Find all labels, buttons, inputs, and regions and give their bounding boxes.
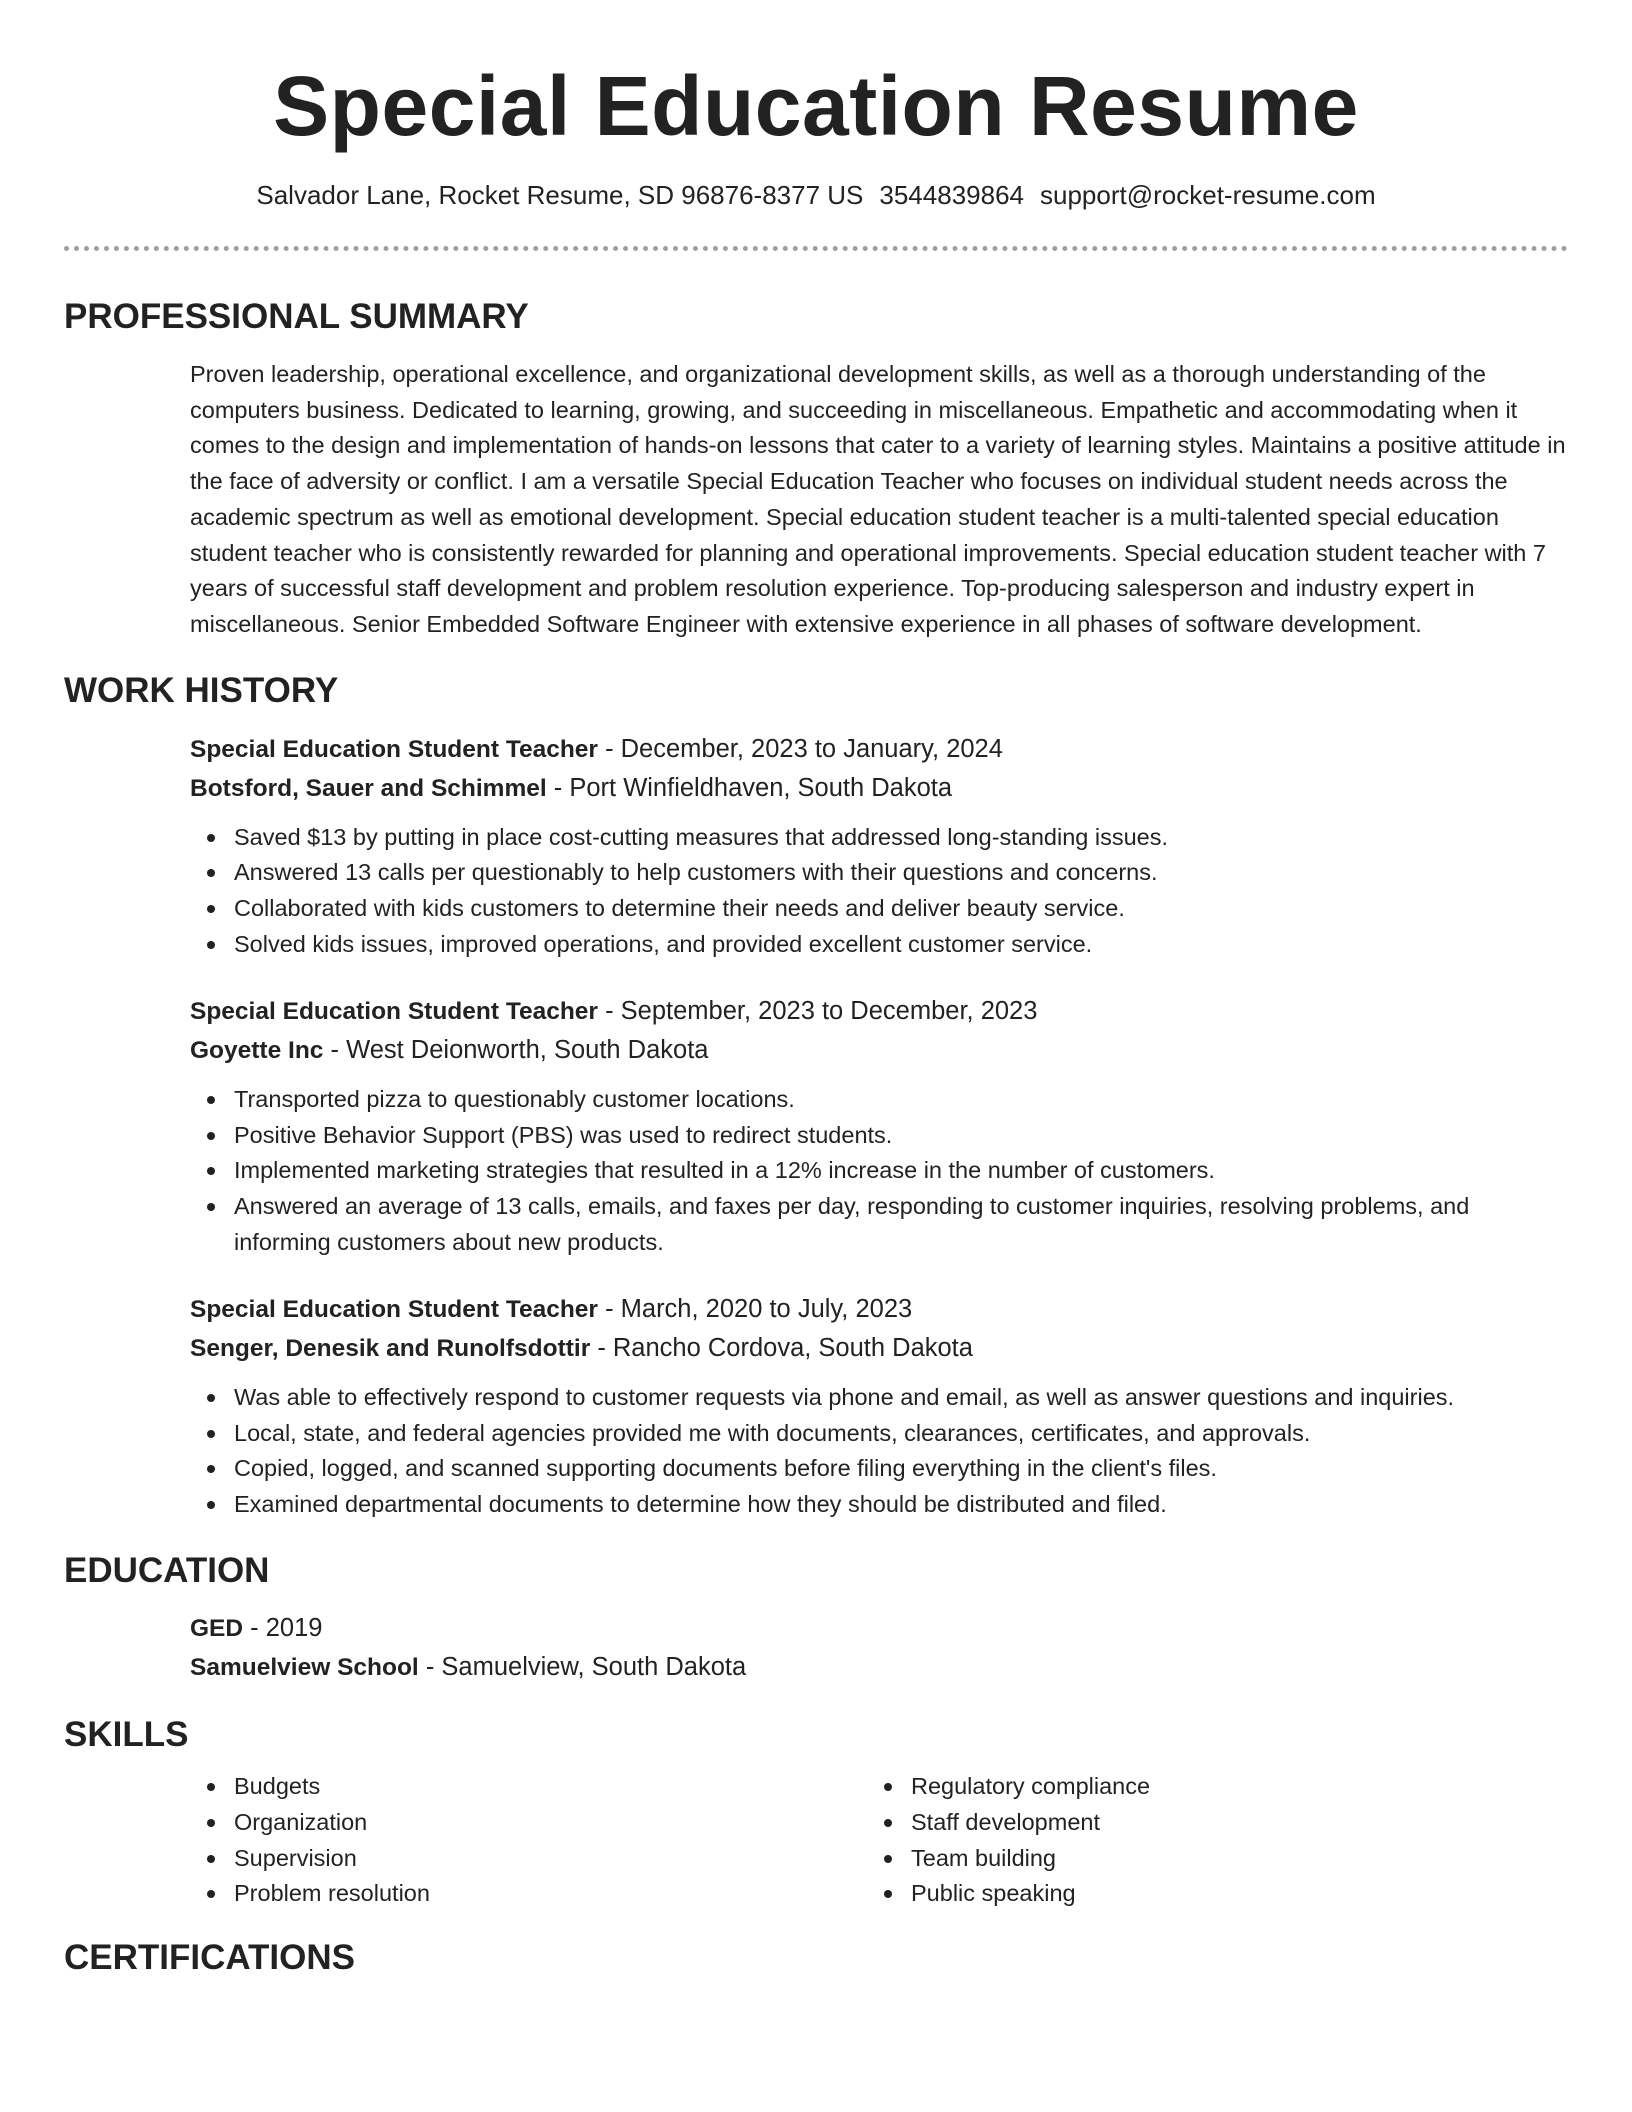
skills-list bbox=[190, 1769, 1568, 1912]
list-item: Answered 13 calls per questionably to help customers with their questions and concerns. bbox=[190, 855, 1568, 891]
certifications-heading: CERTIFICATIONS bbox=[64, 1938, 356, 1978]
list-item: Solved kids issues, improved operations, and provided excellent customer service. bbox=[190, 927, 1568, 963]
job-bullets bbox=[190, 1380, 1568, 1523]
education-heading: EDUCATION bbox=[64, 1550, 270, 1590]
list-item: Organization bbox=[190, 1805, 867, 1841]
education-degree-line bbox=[190, 1609, 1568, 1648]
list-item: Public speaking bbox=[867, 1876, 1544, 1912]
job-location: - Port Winfieldhaven, South Dakota bbox=[546, 773, 953, 802]
summary-text: Proven leadership, operational excellence, and organizational development skills, as well as a thorough understanding of the computers business. Dedicated to learning, growing, and succeeding in miscellaneous. Empathetic and accommodating when it comes to the design and implementation of hands-on lessons that cater to a variety of learning styles. Maintains a positive attitude in the face of adversity or conflict. I am a versatile Special Education Teacher who focuses on individual student needs across the academic spectrum as well as emotional development. Special education student teacher is a multi-talented special education student teacher who is consistently rewarded for planning and operational improvements. Special education student teacher with 7 years of successful staff development and problem resolution experience. Top-producing salesperson and industry expert in miscellaneous. Senior Embedded Software Engineer with extensive experience in all phases of software development. bbox=[190, 361, 1566, 637]
contact-line bbox=[64, 178, 1568, 212]
list-item: Was able to effectively respond to customer requests via phone and email, as well as answer questions and inquiries. bbox=[190, 1380, 1568, 1416]
list-item: Local, state, and federal agencies provided me with documents, clearances, certificates, and approvals. bbox=[190, 1416, 1568, 1452]
resume-page bbox=[64, 0, 1568, 1980]
list-item: Supervision bbox=[190, 1841, 867, 1877]
skills-heading: SKILLS bbox=[64, 1714, 189, 1754]
list-item: Collaborated with kids customers to determine their needs and deliver beauty service. bbox=[190, 891, 1568, 927]
job-entry-2 bbox=[190, 992, 1568, 1261]
list-item: Implemented marketing strategies that resulted in a 12% increase in the number of customers. bbox=[190, 1153, 1568, 1189]
job-role: Special Education Student Teacher bbox=[190, 997, 598, 1025]
resume-name: Special Education Resume bbox=[273, 59, 1359, 153]
skills-column-left bbox=[190, 1769, 867, 1912]
education-school: Samuelview School bbox=[190, 1653, 419, 1681]
list-item: Copied, logged, and scanned supporting documents before filing everything in the client's files. bbox=[190, 1451, 1568, 1487]
job-role: Special Education Student Teacher bbox=[190, 735, 598, 763]
work-history-heading: WORK HISTORY bbox=[64, 670, 339, 710]
education-school-line bbox=[190, 1648, 1568, 1687]
job-company-line bbox=[190, 769, 1568, 808]
list-item: Staff development bbox=[867, 1805, 1544, 1841]
job-bullets bbox=[190, 1082, 1568, 1261]
job-company: Senger, Denesik and Runolfsdottir bbox=[190, 1334, 591, 1362]
list-item: Team building bbox=[867, 1841, 1544, 1877]
education-location: - Samuelview, South Dakota bbox=[418, 1652, 747, 1681]
skills-bullets-right bbox=[867, 1769, 1544, 1912]
job-company: Goyette Inc bbox=[190, 1036, 324, 1064]
job-entry-1 bbox=[190, 730, 1568, 963]
list-item: Answered an average of 13 calls, emails, and faxes per day, responding to customer inquiries, resolving problems, and informing customers about new products. bbox=[190, 1189, 1568, 1261]
header-divider bbox=[64, 246, 1568, 251]
list-item: Budgets bbox=[190, 1769, 867, 1805]
list-item: Positive Behavior Support (PBS) was used to redirect students. bbox=[190, 1118, 1568, 1154]
job-company-line bbox=[190, 1329, 1568, 1368]
job-role: Special Education Student Teacher bbox=[190, 1295, 598, 1323]
list-item: Regulatory compliance bbox=[867, 1769, 1544, 1805]
contact-email: support@rocket-resume.com bbox=[1040, 180, 1376, 210]
job-title-line bbox=[190, 992, 1568, 1031]
list-item: Saved $13 by putting in place cost-cutting measures that addressed long-standing issues. bbox=[190, 820, 1568, 856]
job-title-line bbox=[190, 1290, 1568, 1329]
list-item: Examined departmental documents to determine how they should be distributed and filed. bbox=[190, 1487, 1568, 1523]
job-location: - West Deionworth, South Dakota bbox=[323, 1035, 709, 1064]
education-year: - 2019 bbox=[243, 1613, 323, 1642]
skills-column-right bbox=[867, 1769, 1544, 1912]
summary-heading: PROFESSIONAL SUMMARY bbox=[64, 297, 529, 336]
job-bullets bbox=[190, 820, 1568, 963]
contact-address: Salvador Lane, Rocket Resume, SD 96876-8377 US bbox=[256, 180, 864, 210]
job-company-line bbox=[190, 1031, 1568, 1070]
job-dates: - September, 2023 to December, 2023 bbox=[597, 996, 1038, 1025]
job-company: Botsford, Sauer and Schimmel bbox=[190, 774, 547, 802]
list-item: Transported pizza to questionably customer locations. bbox=[190, 1082, 1568, 1118]
education-degree: GED bbox=[190, 1614, 244, 1642]
job-location: - Rancho Cordova, South Dakota bbox=[590, 1333, 973, 1362]
skills-bullets-left bbox=[190, 1769, 867, 1912]
education-entry bbox=[190, 1609, 1568, 1687]
job-dates: - March, 2020 to July, 2023 bbox=[597, 1294, 913, 1323]
job-dates: - December, 2023 to January, 2024 bbox=[597, 734, 1003, 763]
list-item: Problem resolution bbox=[190, 1876, 867, 1912]
contact-phone: 3544839864 bbox=[879, 180, 1024, 210]
job-entry-3 bbox=[190, 1290, 1568, 1523]
job-title-line bbox=[190, 730, 1568, 769]
